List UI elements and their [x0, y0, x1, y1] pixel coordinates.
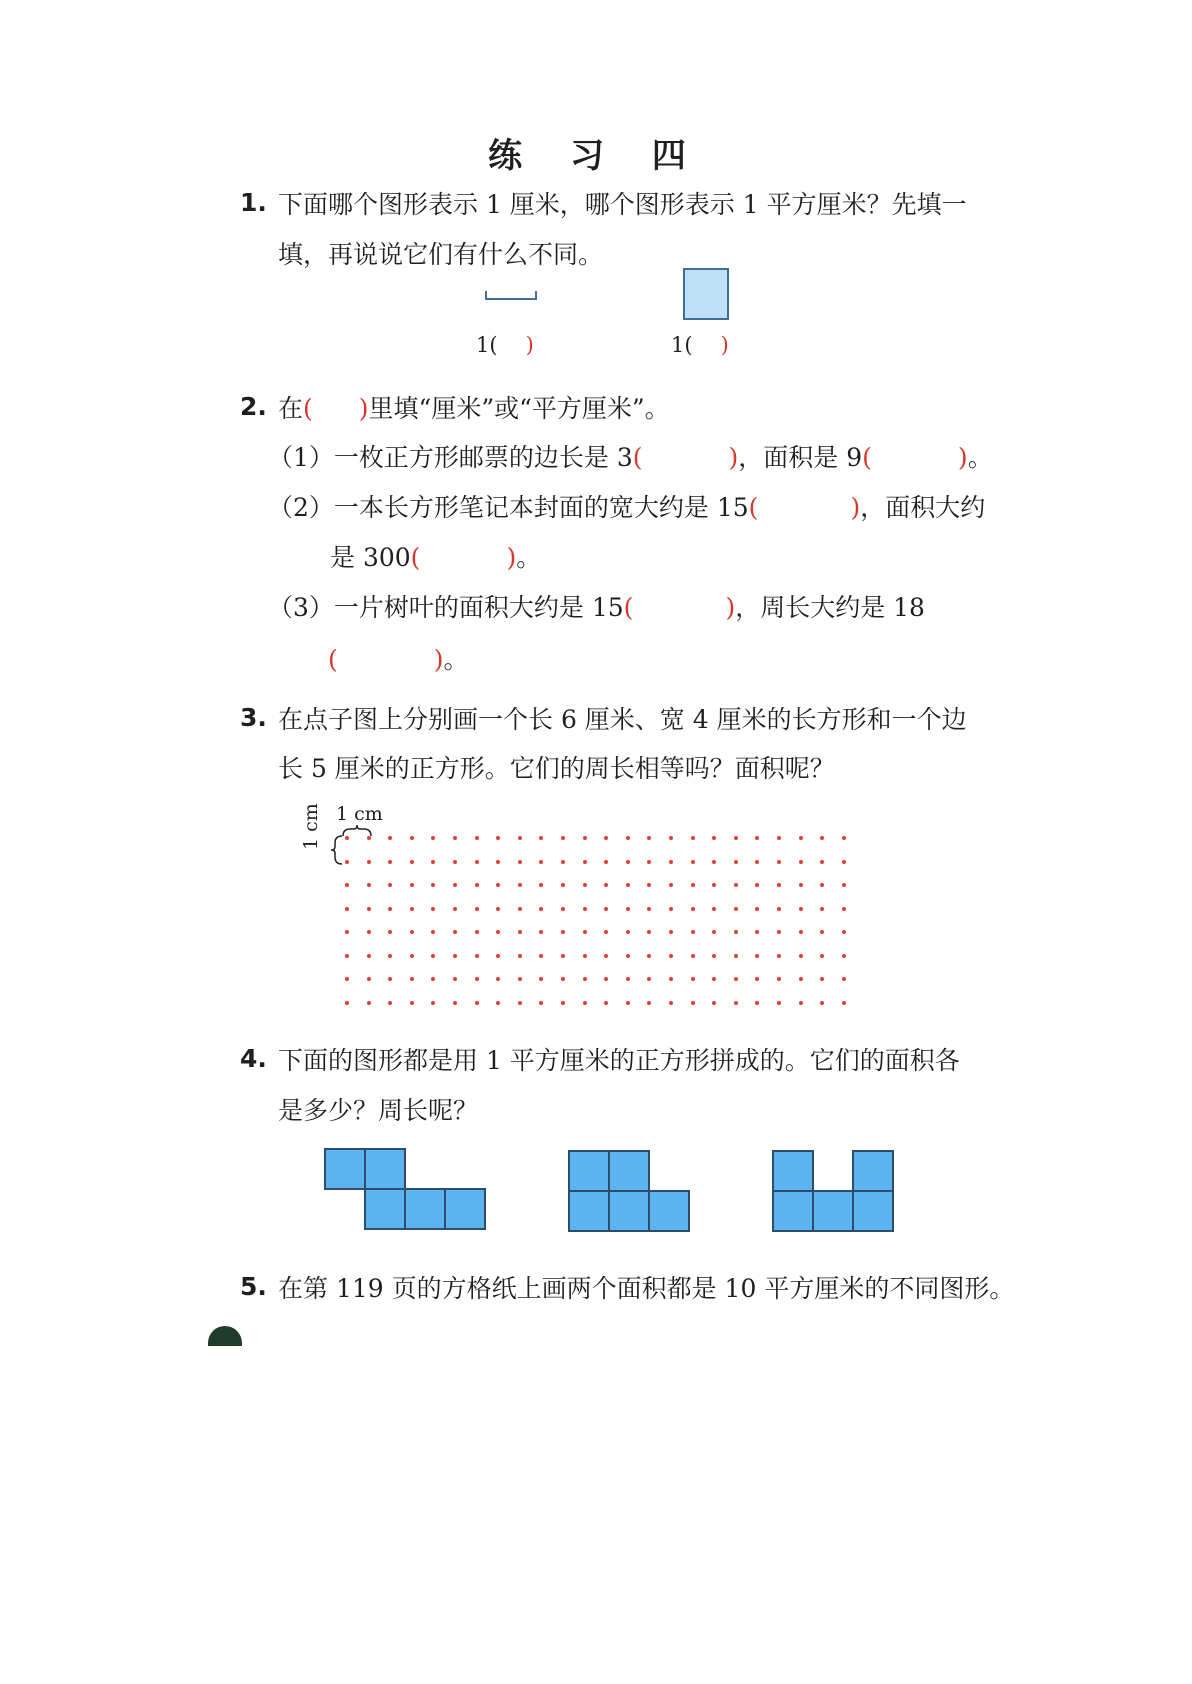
- grid-dot: [647, 930, 651, 934]
- close-paren: ): [725, 593, 736, 622]
- grid-dot: [799, 954, 803, 958]
- item-text: 。: [443, 645, 469, 674]
- grid-dot: [431, 954, 435, 958]
- grid-dot: [496, 883, 500, 887]
- grid-dot: [496, 836, 500, 840]
- grid-dot: [820, 860, 824, 864]
- open-paren: (: [410, 543, 421, 572]
- grid-dot: [712, 836, 716, 840]
- grid-dot: [561, 1001, 565, 1005]
- unit-square: [852, 1190, 894, 1232]
- grid-dot: [799, 930, 803, 934]
- grid-dot: [712, 954, 716, 958]
- grid-dot: [691, 836, 695, 840]
- grid-dot: [539, 860, 543, 864]
- item-text: 。: [967, 443, 993, 472]
- grid-dot: [345, 883, 349, 887]
- grid-dot: [820, 883, 824, 887]
- answer-label: 1(: [671, 333, 693, 357]
- grid-dot: [539, 836, 543, 840]
- grid-dot: [691, 883, 695, 887]
- grid-dot: [691, 930, 695, 934]
- open-paren: (: [303, 394, 313, 423]
- grid-dot: [367, 977, 371, 981]
- grid-dot: [561, 977, 565, 981]
- grid-dot: [367, 860, 371, 864]
- question-3-line1: 在点子图上分别画一个长 6 厘米、宽 4 厘米的长方形和一个边: [278, 705, 967, 734]
- grid-dot: [583, 954, 587, 958]
- grid-dot: [367, 930, 371, 934]
- grid-dot: [755, 930, 759, 934]
- grid-dot: [345, 1001, 349, 1005]
- grid-dot: [669, 883, 673, 887]
- close-paren: ): [850, 493, 861, 522]
- grid-dot: [604, 860, 608, 864]
- close-paren: ): [433, 645, 444, 674]
- grid-dot: [691, 860, 695, 864]
- grid-dot: [453, 977, 457, 981]
- item-text: 一本长方形笔记本封面的宽大约是 15: [333, 493, 749, 522]
- grid-dot: [777, 954, 781, 958]
- unit-square: [404, 1188, 446, 1230]
- grid-dot: [561, 860, 565, 864]
- grid-dot: [647, 1001, 651, 1005]
- grid-dot: [539, 930, 543, 934]
- question-2-number: 2.: [240, 392, 267, 421]
- vertical-brace: [330, 833, 344, 867]
- grid-dot: [820, 836, 824, 840]
- item-index: （2）: [268, 493, 334, 522]
- grid-dot: [453, 883, 457, 887]
- question-5-text: 在第 119 页的方格纸上画两个面积都是 10 平方厘米的不同图形。: [278, 1274, 1015, 1303]
- item-text: ，面积是 9: [738, 443, 863, 472]
- grid-dot: [388, 907, 392, 911]
- question-2-item-3-cont: [328, 640, 469, 676]
- grid-dot: [345, 930, 349, 934]
- grid-dot: [475, 977, 479, 981]
- grid-dot: [734, 954, 738, 958]
- grid-dot: [604, 907, 608, 911]
- close-paren: ): [358, 394, 369, 423]
- grid-dot: [345, 954, 349, 958]
- grid-dot: [712, 907, 716, 911]
- grid-dot: [367, 1001, 371, 1005]
- grid-dot: [453, 907, 457, 911]
- grid-dot: [842, 954, 846, 958]
- grid-dot: [583, 836, 587, 840]
- grid-dot: [647, 836, 651, 840]
- grid-dot: [755, 907, 759, 911]
- grid-dot: [712, 1001, 716, 1005]
- question-2-item-3: [268, 588, 925, 624]
- grid-dot: [561, 954, 565, 958]
- grid-dot: [755, 836, 759, 840]
- grid-dot: [410, 907, 414, 911]
- grid-dot: [388, 1001, 392, 1005]
- grid-dot: [734, 860, 738, 864]
- grid-dot: [604, 1001, 608, 1005]
- tile-shape-1: [324, 1148, 484, 1236]
- answer-label: 1(: [476, 333, 498, 357]
- grid-dot: [734, 836, 738, 840]
- grid-dot: [626, 883, 630, 887]
- unit-square: [608, 1150, 650, 1192]
- grid-dot: [842, 907, 846, 911]
- grid-dot: [345, 836, 349, 840]
- grid-dot: [431, 860, 435, 864]
- grid-dot: [345, 860, 349, 864]
- unit-label-horizontal: 1 cm: [336, 803, 383, 825]
- grid-dot: [734, 907, 738, 911]
- grid-dot: [539, 977, 543, 981]
- grid-dot: [669, 930, 673, 934]
- grid-dot: [539, 954, 543, 958]
- grid-dot: [410, 977, 414, 981]
- grid-dot: [518, 907, 522, 911]
- grid-dot: [777, 836, 781, 840]
- unit-square: [364, 1188, 406, 1230]
- grid-dot: [345, 977, 349, 981]
- grid-dot: [518, 883, 522, 887]
- grid-dot: [475, 860, 479, 864]
- unit-square: [852, 1150, 894, 1192]
- grid-dot: [626, 907, 630, 911]
- grid-dot: [431, 977, 435, 981]
- question-2-item-1: [268, 438, 993, 474]
- grid-dot: [410, 836, 414, 840]
- grid-dot: [367, 954, 371, 958]
- intro-text: 里填“厘米”或“平方厘米”。: [368, 394, 670, 423]
- grid-dot: [842, 860, 846, 864]
- grid-dot: [669, 977, 673, 981]
- grid-dot: [669, 907, 673, 911]
- unit-square: [568, 1190, 610, 1232]
- open-paren: (: [328, 645, 338, 674]
- grid-dot: [626, 954, 630, 958]
- unit-square: [364, 1148, 406, 1190]
- grid-dot: [820, 954, 824, 958]
- grid-dot: [604, 977, 608, 981]
- grid-dot: [583, 930, 587, 934]
- grid-dot: [367, 836, 371, 840]
- grid-dot: [691, 1001, 695, 1005]
- grid-dot: [453, 836, 457, 840]
- grid-dot: [604, 883, 608, 887]
- item-text: ，面积大约: [860, 493, 986, 522]
- item-text: 一枚正方形邮票的边长是 3: [333, 443, 633, 472]
- grid-dot: [453, 954, 457, 958]
- grid-dot: [496, 977, 500, 981]
- grid-dot: [755, 860, 759, 864]
- item-text: 是 300: [330, 543, 411, 572]
- grid-dot: [734, 883, 738, 887]
- grid-dot: [518, 1001, 522, 1005]
- grid-dot: [777, 883, 781, 887]
- open-paren: (: [623, 593, 634, 622]
- grid-dot: [475, 1001, 479, 1005]
- grid-dot: [755, 883, 759, 887]
- one-centimeter-segment: [484, 288, 540, 302]
- grid-dot: [518, 954, 522, 958]
- question-4-line1: 下面的图形都是用 1 平方厘米的正方形拼成的。它们的面积各: [278, 1046, 960, 1075]
- grid-dot: [799, 907, 803, 911]
- grid-dot: [691, 907, 695, 911]
- grid-dot: [712, 883, 716, 887]
- unit-square: [324, 1148, 366, 1190]
- grid-dot: [410, 1001, 414, 1005]
- unit-square: [608, 1190, 650, 1232]
- question-3-number: 3.: [240, 703, 267, 732]
- grid-dot: [842, 883, 846, 887]
- grid-dot: [583, 883, 587, 887]
- grid-dot: [410, 930, 414, 934]
- tile-shape-2: [568, 1148, 688, 1236]
- question-1-line1: 下面哪个图形表示 1 厘米，哪个图形表示 1 平方厘米？先填一: [278, 190, 967, 219]
- grid-dot: [431, 930, 435, 934]
- grid-dot: [431, 836, 435, 840]
- grid-dot: [561, 930, 565, 934]
- grid-dot: [431, 883, 435, 887]
- grid-dot: [604, 954, 608, 958]
- grid-dot: [799, 860, 803, 864]
- open-paren: (: [632, 443, 643, 472]
- grid-dot: [820, 1001, 824, 1005]
- grid-dot: [453, 860, 457, 864]
- grid-dot: [539, 883, 543, 887]
- grid-dot: [647, 860, 651, 864]
- grid-dot: [647, 907, 651, 911]
- grid-dot: [669, 836, 673, 840]
- grid-dot: [626, 836, 630, 840]
- grid-dot: [755, 1001, 759, 1005]
- grid-dot: [712, 977, 716, 981]
- answer-blank-right[interactable]: [671, 333, 729, 357]
- grid-dot: [647, 883, 651, 887]
- grid-dot: [604, 836, 608, 840]
- grid-dot: [496, 954, 500, 958]
- unit-square: [568, 1150, 610, 1192]
- item-index: （3）: [268, 593, 334, 622]
- grid-dot: [410, 860, 414, 864]
- grid-dot: [388, 977, 392, 981]
- grid-dot: [777, 977, 781, 981]
- question-4-line2: 是多少？周长呢？: [278, 1096, 479, 1125]
- grid-dot: [496, 930, 500, 934]
- grid-dot: [734, 1001, 738, 1005]
- unit-square: [444, 1188, 486, 1230]
- grid-dot: [583, 977, 587, 981]
- question-5-number: 5.: [240, 1272, 267, 1301]
- grid-dot: [842, 977, 846, 981]
- grid-dot: [626, 1001, 630, 1005]
- answer-close-paren: ): [525, 333, 534, 357]
- grid-dot: [799, 883, 803, 887]
- grid-dot: [388, 883, 392, 887]
- question-1-line2: 填，再说说它们有什么不同。: [278, 240, 604, 269]
- grid-dot: [820, 930, 824, 934]
- unit-label-vertical: 1 cm: [300, 803, 322, 850]
- grid-dot: [388, 954, 392, 958]
- question-2-item-2: [268, 488, 985, 524]
- grid-dot: [431, 907, 435, 911]
- grid-dot: [518, 977, 522, 981]
- grid-dot: [410, 954, 414, 958]
- grid-dot: [712, 930, 716, 934]
- close-paren: ): [957, 443, 968, 472]
- page-corner-mark: [208, 1326, 242, 1346]
- grid-dot: [496, 1001, 500, 1005]
- grid-dot: [561, 836, 565, 840]
- grid-dot: [799, 977, 803, 981]
- grid-dot: [496, 860, 500, 864]
- answer-close-paren: ): [720, 333, 729, 357]
- grid-dot: [820, 977, 824, 981]
- question-2-intro: [278, 389, 670, 425]
- grid-dot: [626, 930, 630, 934]
- grid-dot: [518, 930, 522, 934]
- close-paren: ): [728, 443, 739, 472]
- item-text: ，周长大约是 18: [735, 593, 925, 622]
- grid-dot: [777, 860, 781, 864]
- grid-dot: [691, 954, 695, 958]
- grid-dot: [345, 907, 349, 911]
- answer-blank-left[interactable]: [476, 333, 534, 357]
- grid-dot: [820, 907, 824, 911]
- grid-dot: [561, 883, 565, 887]
- grid-dot: [583, 907, 587, 911]
- grid-dot: [669, 860, 673, 864]
- grid-dot: [669, 954, 673, 958]
- grid-dot: [604, 930, 608, 934]
- grid-dot: [475, 954, 479, 958]
- grid-dot: [583, 1001, 587, 1005]
- grid-dot: [734, 930, 738, 934]
- grid-dot: [799, 1001, 803, 1005]
- question-1-number: 1.: [240, 188, 267, 217]
- question-2-item-2-cont: [330, 538, 541, 574]
- unit-square: [812, 1190, 854, 1232]
- grid-dot: [561, 907, 565, 911]
- question-4-number: 4.: [240, 1044, 267, 1073]
- grid-dot: [583, 860, 587, 864]
- grid-dot: [496, 907, 500, 911]
- grid-dot: [691, 977, 695, 981]
- grid-dot: [842, 836, 846, 840]
- grid-dot: [453, 930, 457, 934]
- grid-dot: [367, 883, 371, 887]
- grid-dot: [453, 1001, 457, 1005]
- grid-dot: [410, 883, 414, 887]
- grid-dot: [647, 977, 651, 981]
- grid-dot: [388, 930, 392, 934]
- grid-dot: [475, 883, 479, 887]
- grid-dot: [475, 907, 479, 911]
- grid-dot: [626, 860, 630, 864]
- grid-dot: [755, 954, 759, 958]
- page-edge-mask: [1040, 0, 1192, 1684]
- item-text: 。: [516, 543, 542, 572]
- unit-square: [772, 1150, 814, 1192]
- open-paren: (: [748, 493, 759, 522]
- grid-dot: [712, 860, 716, 864]
- grid-dot: [842, 930, 846, 934]
- page-title: 练 习 四: [488, 136, 704, 176]
- item-text: 一片树叶的面积大约是 15: [333, 593, 624, 622]
- grid-dot: [669, 1001, 673, 1005]
- grid-dot: [755, 977, 759, 981]
- grid-dot: [777, 1001, 781, 1005]
- close-paren: ): [506, 543, 517, 572]
- grid-dot: [626, 977, 630, 981]
- grid-dot: [539, 1001, 543, 1005]
- grid-dot: [777, 930, 781, 934]
- tile-shape-3: [772, 1148, 892, 1236]
- unit-square: [772, 1190, 814, 1232]
- grid-dot: [777, 907, 781, 911]
- grid-dot: [518, 860, 522, 864]
- grid-dot: [475, 930, 479, 934]
- grid-dot: [734, 977, 738, 981]
- grid-dot: [647, 954, 651, 958]
- grid-dot: [388, 836, 392, 840]
- item-index: （1）: [268, 443, 334, 472]
- open-paren: (: [862, 443, 872, 472]
- one-square-centimeter-square: [683, 268, 729, 320]
- grid-dot: [475, 836, 479, 840]
- grid-dot: [388, 860, 392, 864]
- intro-text: 在: [278, 394, 304, 423]
- grid-dot: [799, 836, 803, 840]
- grid-dot: [518, 836, 522, 840]
- grid-dot: [539, 907, 543, 911]
- grid-dot: [367, 907, 371, 911]
- dot-grid[interactable]: [345, 836, 865, 1008]
- unit-square: [648, 1190, 690, 1232]
- question-3-line2: 长 5 厘米的正方形。它们的周长相等吗？面积呢？: [278, 754, 835, 783]
- grid-dot: [431, 1001, 435, 1005]
- grid-dot: [842, 1001, 846, 1005]
